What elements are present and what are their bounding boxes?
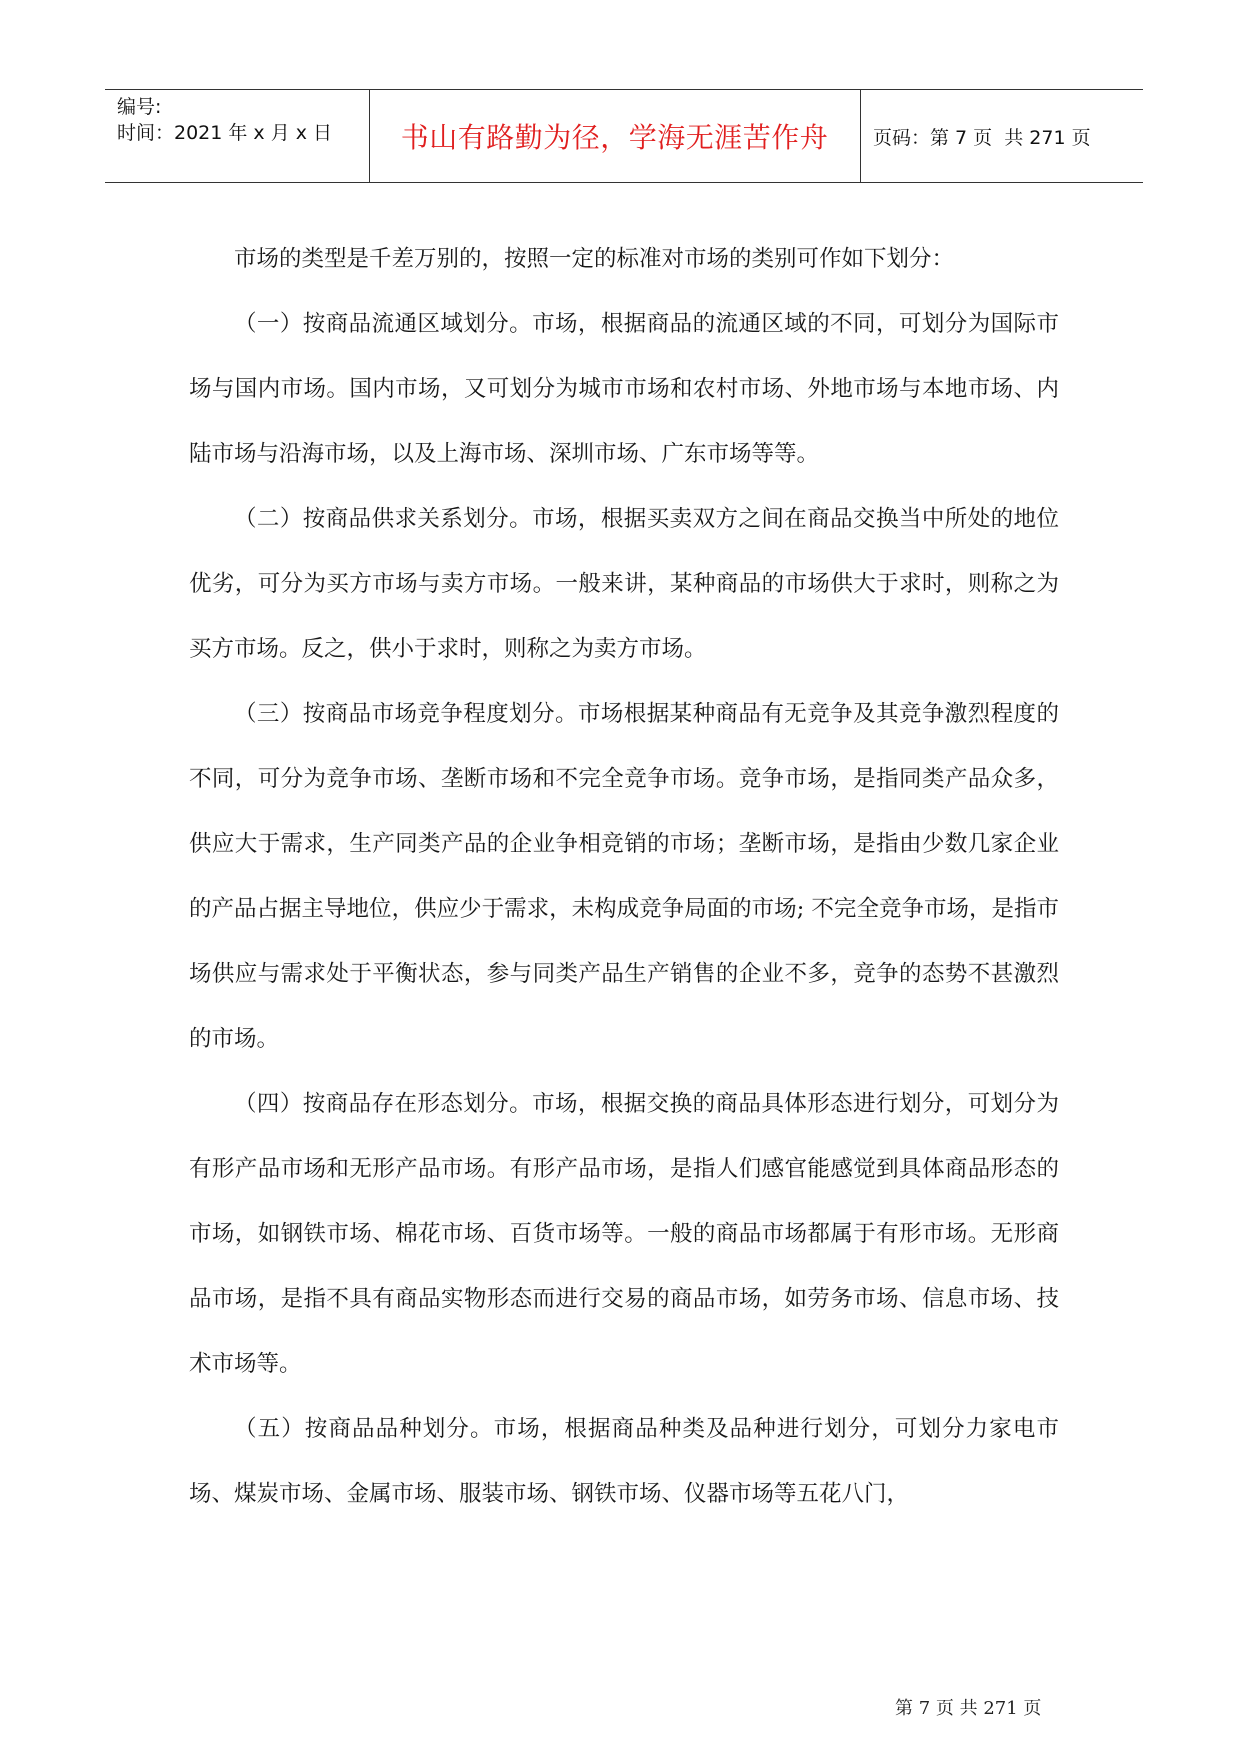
paragraph-intro: 市场的类型是千差万别的，按照一定的标准对市场的类别可作如下划分：: [234, 246, 955, 272]
time-label: 时间：2021 年 x 月 x 日: [117, 122, 333, 144]
document-body: [189, 227, 1059, 1527]
paragraph-competition: （三）按商品市场竞争程度划分。市场根据某种商品有无竞争及其竞争激烈程度的不同，可分为竞争市场、垄断市场和不完全竞争市场。竞争市场，是指同类产品众多，供应大于需求，生产同类产品的企业争相竞销的市场；垄断市场，是指由少数几家企业的产品占据主导地位，供应少于需求，未构成竞争局面的市场; 不完全竞争市场，是指市场供应与需求处于平衡状态，参与同类产品生产销售的企业不多，竞争的态势不甚激烈的市场。: [189, 701, 1059, 1052]
number-label: 编号:: [117, 96, 162, 118]
page-footer: 第 7 页 共 271 页: [895, 1698, 1042, 1719]
paragraph-existence-form: （四）按商品存在形态划分。市场，根据交换的商品具体形态进行划分，可划分为有形产品市场和无形产品市场。有形产品市场，是指人们感官能感觉到具体商品形态的市场，如钢铁市场、棉花市场、百货市场等。一般的商品市场都属于有形市场。无形商品市场，是指不具有商品实物形态而进行交易的商品市场，如劳务市场、信息市场、技术市场等。: [189, 1091, 1059, 1377]
paragraph-supply-demand: （二）按商品供求关系划分。市场，根据买卖双方之间在商品交换当中所处的地位优劣，可分为买方市场与卖方市场。一般来讲，某种商品的市场供大于求时，则称之为买方市场。反之，供小于求时，则称之为卖方市场。: [189, 506, 1059, 662]
page-header: [105, 89, 1143, 183]
header-meta: [117, 94, 332, 146]
header-divider: [860, 90, 861, 182]
header-page-indicator: [873, 90, 1091, 182]
page-label: 页码：第 7 页 共 271 页: [873, 126, 1091, 149]
paragraph-circulation-area: （一）按商品流通区域划分。市场，根据商品的流通区域的不同，可划分为国际市场与国内市场。国内市场，又可划分为城市市场和农村市场、外地市场与本地市场、内陆市场与沿海市场，以及上海市场、深圳市场、广东市场等等。: [189, 311, 1059, 467]
header-motto: 书山有路勤为径，学海无涯苦作舟: [400, 121, 829, 154]
paragraph-variety: （五）按商品品种划分。市场，根据商品种类及品种进行划分，可划分力家电市场、煤炭市场、金属市场、服装市场、钢铁市场、仪器市场等五花八门，: [189, 1416, 1059, 1507]
